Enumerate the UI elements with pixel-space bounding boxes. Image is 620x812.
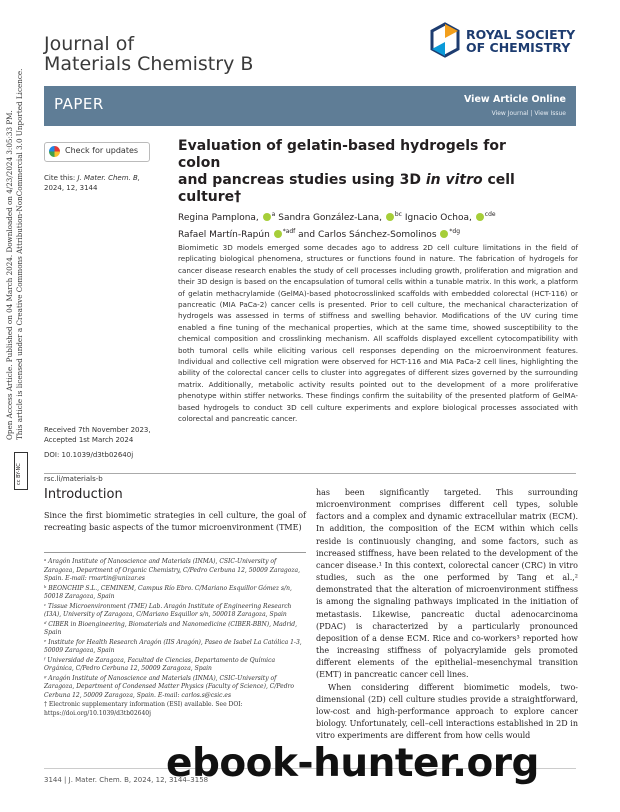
introduction-heading: Introduction bbox=[44, 487, 123, 502]
accepted-date: Accepted 1st March 2024 bbox=[44, 436, 134, 444]
author-list: Regina Pamplona, $^a$ Sandra González-Lana, $^{bc}$ Ignacio Ochoa, $^{cde}$ Rafael Martín-Rapún $^{*adf}$ and Carlos Sánchez-Somolinos $^{*dg}$ bbox=[178, 211, 496, 240]
cite-volume: 2024, 12, 3144 bbox=[44, 184, 98, 192]
watermark: ebook-hunter.org bbox=[166, 741, 539, 786]
cc-license-badge[interactable]: cc BY-NC bbox=[14, 452, 28, 490]
check-updates-icon bbox=[49, 146, 60, 157]
body-paragraph: When considering different biomimetic models, two-dimensional (2D) cell culture studies provide a straightforward, low-cost and high-performance approach to explore cancer biology. Unfortunately, cell–cell interactions established in 2D in vitro experiments are different from how cells would bbox=[316, 682, 578, 741]
abstract: Biomimetic 3D models emerged some decades ago to address 2D cell culture limitations in the field of replicating biological phenomena, structures or functions found in nature. The fabrication of hydrogels for cancer disease research enables the study of cell processes including growth, proliferation and migration and their 3D design is based on the encapsulation of tumoral cells within a tunable matrix. In this work, a platform of gelatin methacrylamide (GelMA)-based photocrosslinked scaffolds with embedded colorectal (HCT-116) or pancreatic (MIA PaCa-2) cancer cells is presented. Prior to cell culture, the mechanical characterization of hydrogels was assessed in terms of stiffness and swelling behavior. Modifications of the UV curing time enabled a fine tuning of the mechanical properties, which at the same time, showed susceptibility to the chemical composition and crosslinking mechanism. All scaffolds displayed excellent cytocompatibility with both tumoral cells while eliciting various cell responses depending on the microenvironment features. Individual and collective cell migration were observed for HCT-116 and MIA PaCa-2 cell lines, highlighting the ability of the colorectal cancer cells to cluster into aggregates of different sizes governed by the surrounding matrix. Additionally, metabolic activity results pointed out to the development of a more proliferative phenotype within stiffer networks. These findings confirm the suitability of the presented platform of GelMA-based hydrogels to conduct 3D cell culture experiments and explore biological processes associated with colorectal and pancreatic cancer. bbox=[178, 243, 578, 424]
open-access-notice bbox=[5, 68, 37, 440]
affiliation-footnotes bbox=[44, 558, 306, 719]
footnote-affiliation: ᵃ Aragón Institute of Nanoscience and Materials (INMA), CSIC-University of Zaragoza, Department of Organic Chemistry, C/Pedro Cerbuna 12, 50009 Zaragoza, Spain. E-mail: rmartin@unizar.es bbox=[44, 558, 301, 582]
article-title bbox=[178, 138, 548, 206]
rsc-logo-icon bbox=[430, 22, 460, 58]
author-name[interactable]: Ignacio Ochoa, bbox=[404, 213, 472, 223]
esi-footnote[interactable]: † Electronic supplementary information (ESI) available. See DOI: https://doi.org/10.1039/d3tb02640j bbox=[44, 701, 243, 717]
check-for-updates-button[interactable] bbox=[44, 142, 150, 162]
publisher-logo[interactable] bbox=[430, 22, 580, 70]
orcid-icon[interactable] bbox=[274, 230, 282, 238]
page-footer: 3144 | J. Mater. Chem. B, 2024, 12, 3144–3158 bbox=[44, 776, 209, 784]
footnote-affiliation: ᵈ CIBER in Bioengineering, Biomaterials and Nanomedicine (CIBER-BBN), Madrid, Spain bbox=[44, 620, 298, 636]
journal-name-line-2: Materials Chemistry B bbox=[44, 53, 254, 75]
footnote-affiliation: ᶠ Universidad de Zaragoza, Facultad de Ciencias, Departamento de Química Orgánica, C/Pedro Cerbuna 12, 50009 Zaragoza, Spain bbox=[44, 656, 276, 672]
article-type-label: PAPER bbox=[54, 95, 104, 113]
article-dates bbox=[44, 425, 151, 445]
check-for-updates-label: Check for updates bbox=[65, 146, 139, 155]
cite-label: Cite this: bbox=[44, 174, 76, 182]
journal-link[interactable]: rsc.li/materials-b bbox=[44, 475, 103, 483]
title-line-2: and pancreas studies using 3D in vitro cell bbox=[178, 172, 515, 188]
article-type-banner bbox=[44, 86, 576, 126]
view-article-online-link[interactable]: View Article Online bbox=[464, 94, 566, 105]
journal-name-line-1: Journal of bbox=[44, 33, 135, 55]
author-name[interactable]: Rafael Martín-Rapún bbox=[178, 230, 270, 240]
cite-journal: J. Mater. Chem. B, bbox=[77, 174, 140, 182]
orcid-icon[interactable] bbox=[476, 213, 484, 221]
body-column-right bbox=[316, 487, 578, 742]
orcid-icon[interactable] bbox=[440, 230, 448, 238]
body-paragraph: has been significantly targeted. This surrounding microenvironment comprises different cell types, soluble factors and a complex and dynamic extracellular matrix (ECM). In addition, the composition of the ECM within which cells reside is continuously changing, and some factors, such as increased stiffness, have been related to the development of the cancer disease.¹ In this context, colorectal cancer (CRC) in vitro studies, such as the one performed by Tang et al.,² demonstrated that the alteration of microenvironment stiffness is among the signaling pathways implicated in the initiation of metastasis. Likewise, pancreatic ductal adenocarcinoma (PDAC) is characterized by a particularly pronounced deposition of a dense ECM. Rice and co-workers³ reported how the increasing stiffness of polyacrylamide gels promoted different elements of the epithelial–mesenchymal transition (EMT) in pancreatic cancer cell lines. bbox=[316, 488, 578, 680]
received-date: Received 7th November 2023, bbox=[44, 426, 151, 434]
open-access-line-2: This article is licensed under a Creative Commons Attribution-NonCommercial 3.0 Unported Licence. bbox=[15, 68, 24, 440]
footnote-affiliation: ᵉ Institute for Health Research Aragón (IIS Aragón), Paseo de Isabel La Católica 1-3, 50009 Zaragoza, Spain bbox=[44, 638, 302, 654]
journal-name bbox=[44, 34, 253, 74]
orcid-icon[interactable] bbox=[386, 213, 394, 221]
introduction-paragraph: Since the first biomimetic strategies in cell culture, the goal of recreating basic aspects of the tumor microenvironment (TME) bbox=[44, 511, 306, 532]
footnote-divider bbox=[44, 552, 306, 553]
author-name[interactable]: and Carlos Sánchez-Somolinos bbox=[298, 230, 437, 240]
article-doi[interactable]: DOI: 10.1039/d3tb02640j bbox=[44, 451, 134, 459]
title-line-3: culture† bbox=[178, 189, 242, 205]
footnote-affiliation: ᵇ BEONCHIP S.L., CEMINEM, Campus Río Ebro. C/Mariano Esquillor Gómez s/n, 50018 Zaragoza, Spain bbox=[44, 584, 292, 600]
footnote-affiliation: ᶜ Tissue Microenvironment (TME) Lab. Aragón Institute of Engineering Research (I3A), University of Zaragoza, C/Mariano Esquillor s/n, 500018 Zaragoza, Spain bbox=[44, 602, 292, 618]
author-name[interactable]: Sandra González-Lana, bbox=[278, 213, 382, 223]
orcid-icon[interactable] bbox=[263, 213, 271, 221]
title-line-1: Evaluation of gelatin-based hydrogels for colon bbox=[178, 138, 506, 171]
publisher-name-line-1: ROYAL SOCIETY bbox=[466, 27, 576, 42]
citation bbox=[44, 173, 140, 193]
view-journal-issue-links[interactable]: View Journal | View Issue bbox=[491, 110, 566, 117]
author-name[interactable]: Regina Pamplona, bbox=[178, 213, 259, 223]
open-access-line-1: Open Access Article. Published on 04 March 2024. Downloaded on 4/23/2024 3:05:33 PM. bbox=[5, 110, 14, 440]
publisher-name-line-2: OF CHEMISTRY bbox=[466, 40, 571, 55]
section-divider bbox=[44, 473, 576, 474]
footnote-affiliation: ᵍ Aragón Institute of Nanoscience and Materials (INMA), CSIC-University of Zaragoza, Department of Condensed Matter Physics (Faculty of Science), C/Pedro Cerbuna 12, 50009 Zaragoza, Spain. E-mail: carlos.s@csic.es bbox=[44, 674, 295, 699]
